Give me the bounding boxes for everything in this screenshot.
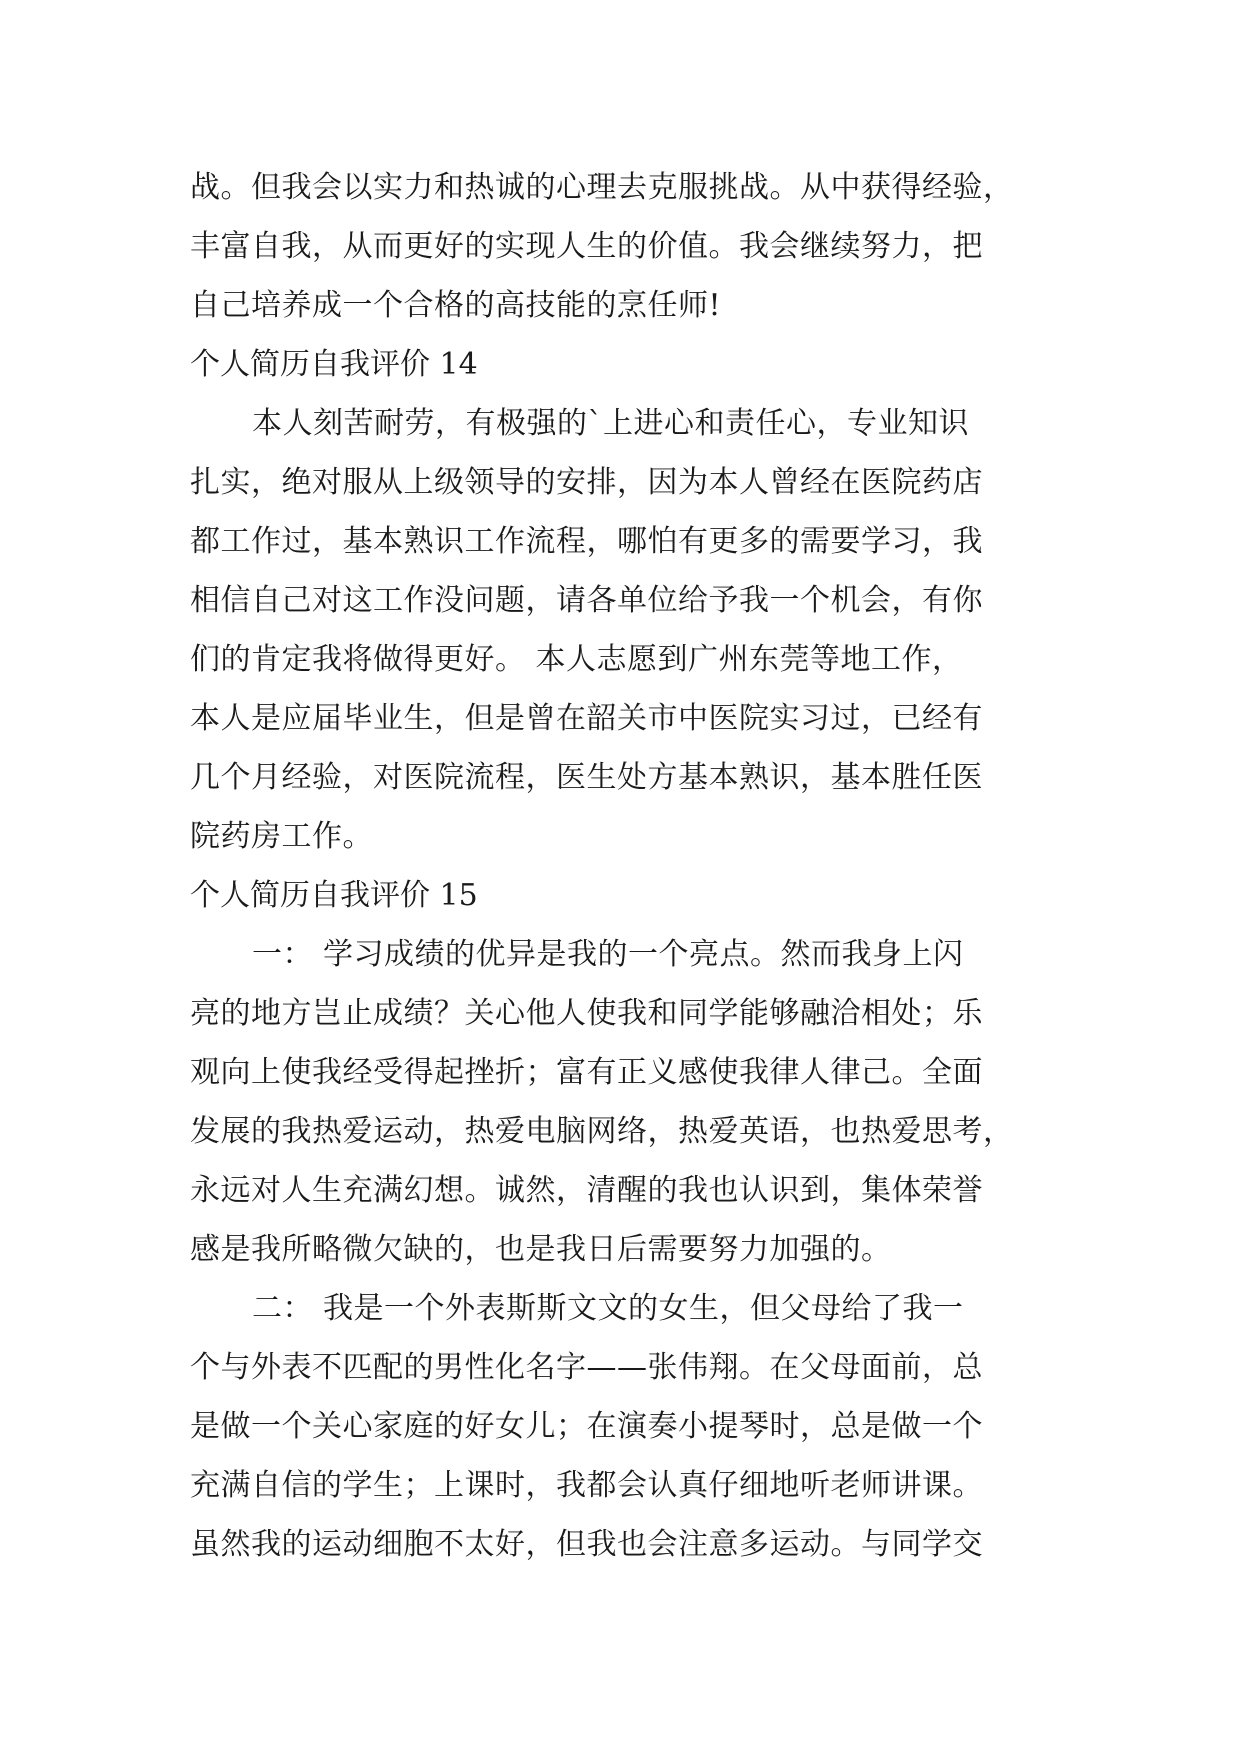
body-line: 院药房工作。 — [190, 819, 373, 854]
paragraph-first-line: 二： 我是一个外表斯斯文文的女生，但父母给了我一 — [252, 1291, 964, 1326]
body-line: 感是我所略微欠缺的，也是我日后需要努力加强的。 — [190, 1232, 892, 1267]
section-heading-15: 个人简历自我评价 15 — [190, 878, 478, 913]
body-line: 本人是应届毕业生，但是曾在韶关市中医院实习过，已经有 — [190, 701, 983, 736]
section-heading-14: 个人简历自我评价 14 — [190, 347, 478, 382]
body-line: 自己培养成一个合格的高技能的烹任师! — [190, 288, 722, 323]
body-line: 充满自信的学生；上课时，我都会认真仔细地听老师讲课。 — [190, 1468, 983, 1503]
body-line: 是做一个关心家庭的好女儿；在演奏小提琴时，总是做一个 — [190, 1409, 983, 1444]
document-body — [190, 158, 1050, 1574]
body-line: 丰富自我，从而更好的实现人生的价值。我会继续努力，把 — [190, 229, 983, 264]
body-line: 永远对人生充满幻想。诚然，清醒的我也认识到，集体荣誉 — [190, 1173, 983, 1208]
body-line: 相信自己对这工作没问题，请各单位给予我一个机会，有你 — [190, 583, 983, 618]
body-line: 发展的我热爱运动，热爱电脑网络，热爱英语，也热爱思考， — [190, 1114, 1014, 1149]
body-line: 观向上使我经受得起挫折；富有正义感使我律人律己。全面 — [190, 1055, 983, 1090]
body-line: 虽然我的运动细胞不太好，但我也会注意多运动。与同学交 — [190, 1527, 983, 1562]
body-line: 几个月经验，对医院流程，医生处方基本熟识，基本胜任医 — [190, 760, 983, 795]
body-line: 扎实，绝对服从上级领导的安排，因为本人曾经在医院药店 — [190, 465, 983, 500]
body-line: 战。但我会以实力和热诚的心理去克服挑战。从中获得经验， — [190, 170, 1014, 205]
body-line: 个与外表不匹配的男性化名字——张伟翔。在父母面前，总 — [190, 1350, 983, 1385]
body-line: 亮的地方岂止成绩？关心他人使我和同学能够融洽相处；乐 — [190, 996, 983, 1031]
paragraph-first-line: 本人刻苦耐劳，有极强的`上进心和责任心，专业知识 — [252, 406, 969, 441]
paragraph-first-line: 一： 学习成绩的优异是我的一个亮点。然而我身上闪 — [252, 937, 964, 972]
body-line: 都工作过，基本熟识工作流程，哪怕有更多的需要学习，我 — [190, 524, 983, 559]
body-line: 们的肯定我将做得更好。 本人志愿到广州东莞等地工作， — [190, 642, 963, 677]
